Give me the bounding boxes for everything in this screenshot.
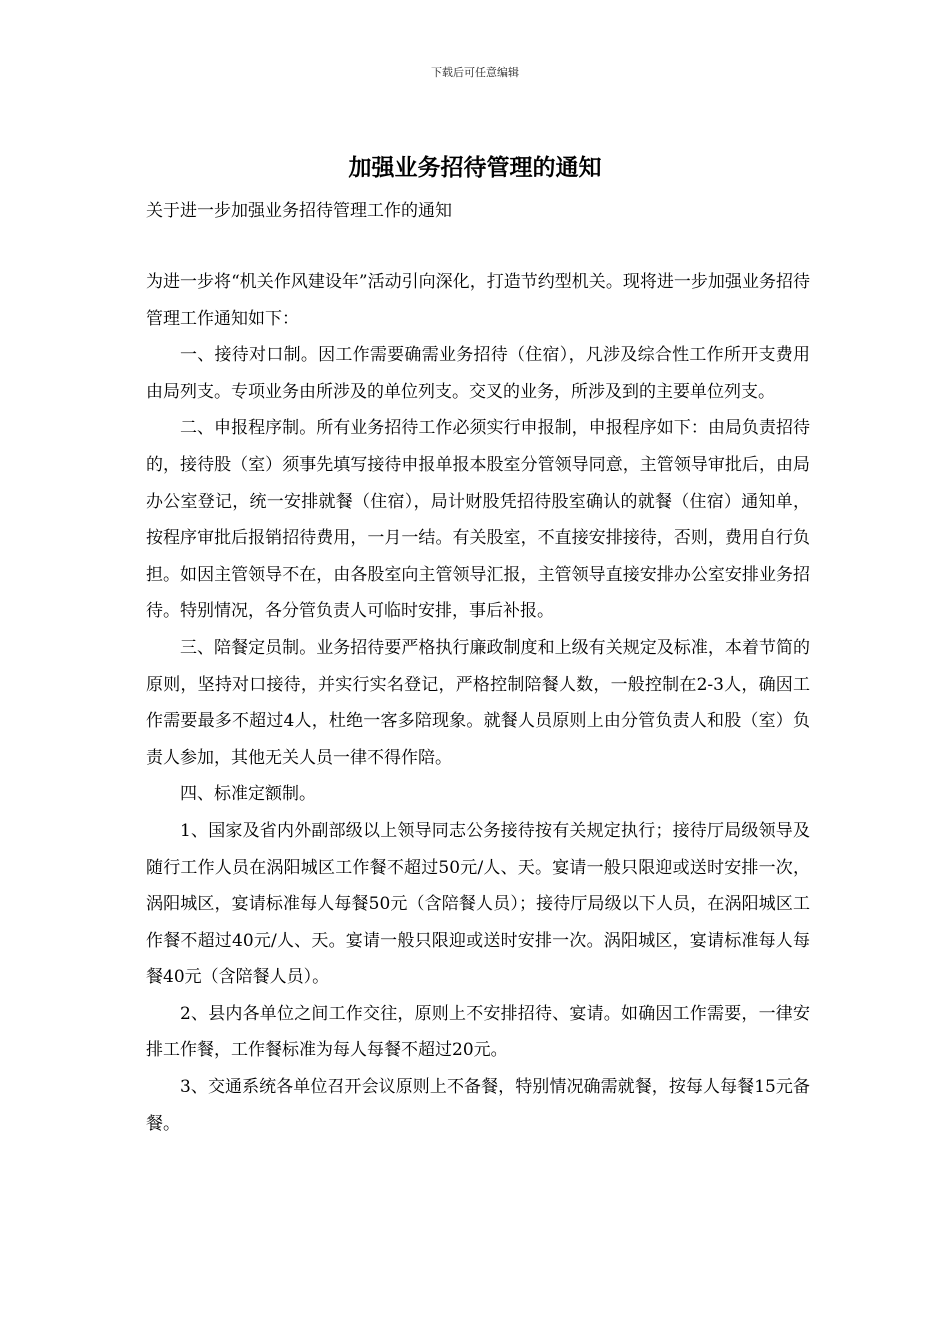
paragraph-section-1: 一、接待对口制。因工作需要确需业务招待（住宿），凡涉及综合性工作所开支费用由局列支。专项业务由所涉及的单位列支。交叉的业务，所涉及到的主要单位列支。 [146, 345, 810, 402]
paragraph-intro: 为进一步将“机关作风建设年”活动引向深化，打造节约型机关。现将进一步加强业务招待管理工作通知如下： [146, 272, 810, 329]
paragraph-section-4: 四、标准定额制。 [180, 784, 316, 805]
header-note: 下载后可任意编辑 [431, 66, 519, 79]
paragraph-item-1: 1、国家及省内外副部级以上领导同志公务接待按有关规定执行；接待厅局级领导及随行工作人员在涡阳城区工作餐不超过50元/人、天。宴请一般只限迎或送时安排一次，涡阳城区，宴请标准每人每餐50元（含陪餐人员）；接待厅局级以下人员，在涡阳城区工作餐不超过40元/人、天。宴请一般只限迎或送时安排一次。涡阳城区，宴请标准每人每餐40元（含陪餐人员）。 [146, 820, 810, 988]
paragraph-item-2: 2、县内各单位之间工作交往，原则上不安排招待、宴请。如确因工作需要，一律安排工作餐，工作餐标准为每人每餐不超过20元。 [146, 1003, 810, 1061]
paragraph-section-3: 三、陪餐定员制。业务招待要严格执行廉政制度和上级有关规定及标准，本着节简的原则，坚持对口接待，并实行实名登记，严格控制陪餐人数，一般控制在2-3人，确因工作需要最多不超过4人，杜绝一客多陪现象。就餐人员原则上由分管负责人和股（室）负责人参加，其他无关人员一律不得作陪。 [146, 637, 810, 768]
document-body [146, 264, 810, 1142]
document-subtitle: 关于进一步加强业务招待管理工作的通知 [146, 201, 452, 221]
paragraph-item-3: 3、交通系统各单位召开会议原则上不备餐，特别情况确需就餐，按每人每餐15元备餐。 [146, 1077, 810, 1134]
document-title: 加强业务招待管理的通知 [348, 154, 602, 181]
paragraph-section-2: 二、申报程序制。所有业务招待工作必须实行申报制，申报程序如下：由局负责招待的，接待股（室）须事先填写接待申报单报本股室分管领导同意，主管领导审批后，由局办公室登记，统一安排就餐（住宿），局计财股凭招待股室确认的就餐（住宿）通知单，按程序审批后报销招待费用，一月一结。有关股室，不直接安排接待，否则，费用自行负担。如因主管领导不在，由各股室向主管领导汇报，主管领导直接安排办公室安排业务招待。特别情况，各分管负责人可临时安排，事后补报。 [146, 418, 810, 622]
